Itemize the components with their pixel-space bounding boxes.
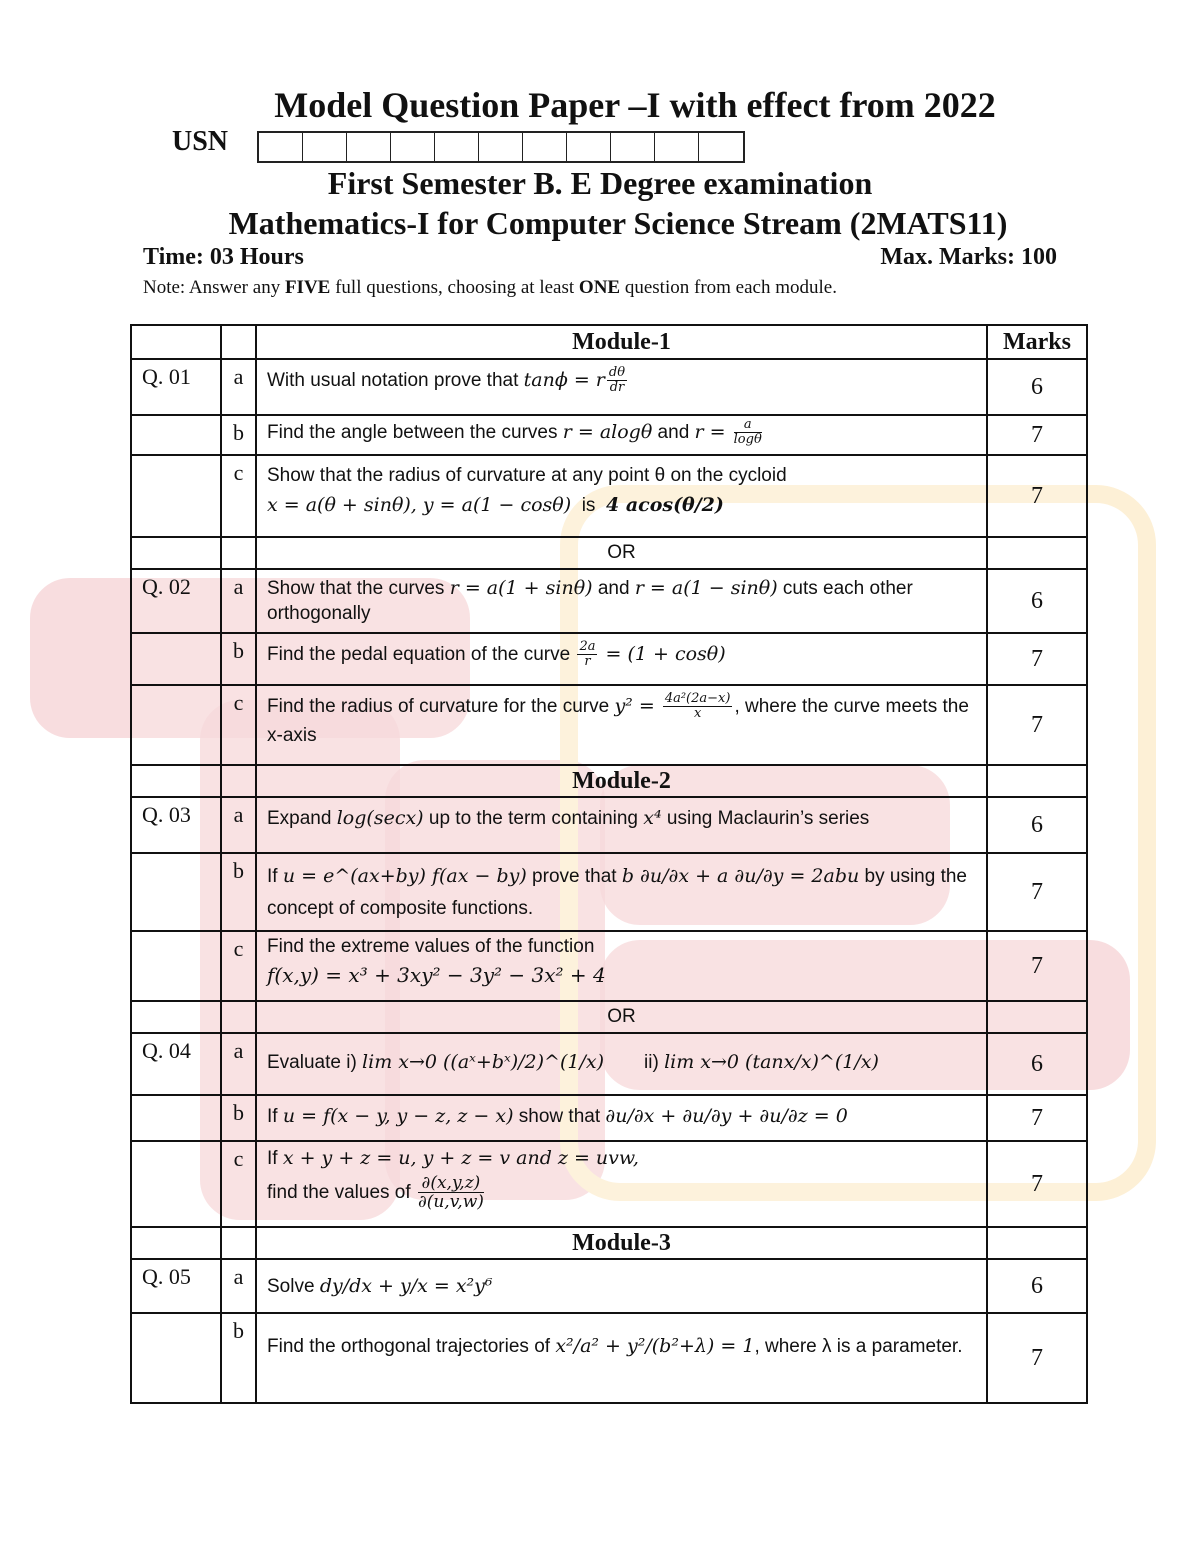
marks-header: Marks <box>987 325 1087 359</box>
part-label: b <box>221 1313 256 1403</box>
text: Show that the radius of curvature at any point θ on the cycloid <box>267 465 787 486</box>
math: u = e^(ax+by) f(ax − by) <box>282 865 527 887</box>
part-label: b <box>221 633 256 685</box>
marks: 6 <box>987 1259 1087 1313</box>
or-row <box>131 537 1087 569</box>
text: If <box>267 1106 283 1127</box>
part-label: a <box>221 359 256 415</box>
marks: 7 <box>987 415 1087 455</box>
module-header-row <box>131 1227 1087 1259</box>
question-text <box>256 931 987 1001</box>
frac-den: x <box>693 706 702 722</box>
marks: 7 <box>987 853 1087 931</box>
note-text: full questions, choosing at least <box>330 277 579 298</box>
marks: 7 <box>987 685 1087 765</box>
or-separator: OR <box>256 537 987 569</box>
usn-box <box>655 133 699 161</box>
text: and <box>592 578 635 599</box>
marks: 7 <box>987 455 1087 537</box>
text: Find the radius of curvature for the curve <box>267 696 615 717</box>
text: using Maclaurin’s series <box>661 808 870 829</box>
math: 4 acos(θ/2) <box>605 493 724 516</box>
part-label: a <box>221 569 256 633</box>
math: r = a(1 − sinθ) <box>634 577 778 599</box>
instructions-note <box>143 277 837 299</box>
marks: 7 <box>987 633 1087 685</box>
table-row <box>131 569 1087 633</box>
text: , where λ is a parameter. <box>754 1336 963 1357</box>
math: x + y + z = u, y + z = v and z = uvw, <box>282 1147 639 1169</box>
table-row <box>131 359 1087 415</box>
math: r = alogθ <box>562 421 653 443</box>
text: show that <box>513 1106 606 1127</box>
part-label: c <box>221 455 256 537</box>
frac-num: ∂(x,y,z) <box>418 1174 484 1194</box>
question-text <box>256 1095 987 1141</box>
math: r = <box>694 421 732 443</box>
fraction <box>663 692 733 722</box>
table-row <box>131 1033 1087 1095</box>
marks: 7 <box>987 1313 1087 1403</box>
text: Find the orthogonal trajectories of <box>267 1336 556 1357</box>
text: prove that <box>526 866 622 887</box>
question-text <box>256 685 987 765</box>
note-text: question from each module. <box>620 277 837 298</box>
exam-time: Time: 03 Hours <box>143 244 304 270</box>
math: ∂u/∂x + ∂u/∂y + ∂u/∂z = 0 <box>605 1105 848 1127</box>
part-label: a <box>221 1259 256 1313</box>
math: dy/dx + y/x = x²y⁶ <box>319 1275 493 1297</box>
question-number: Q. 02 <box>131 569 221 633</box>
marks: 7 <box>987 1095 1087 1141</box>
question-text <box>256 569 987 633</box>
frac-den: dr <box>609 380 625 396</box>
part-label: b <box>221 1095 256 1141</box>
usn-box <box>479 133 523 161</box>
note-text: Note: Answer any <box>143 277 285 298</box>
text: , where the curve meets the x-axis <box>267 696 969 746</box>
table-row <box>131 1141 1087 1227</box>
frac-num: 2a <box>579 639 596 655</box>
question-number: Q. 03 <box>131 797 221 853</box>
marks: 6 <box>987 569 1087 633</box>
marks: 7 <box>987 1141 1087 1227</box>
usn-box <box>567 133 611 161</box>
marks: 6 <box>987 359 1087 415</box>
question-text <box>256 455 987 537</box>
note-emphasis: FIVE <box>284 277 331 298</box>
table-row <box>131 415 1087 455</box>
table-row <box>131 797 1087 853</box>
frac-den: logθ <box>733 432 762 448</box>
part-label: c <box>221 931 256 1001</box>
part-label: a <box>221 797 256 853</box>
usn-label: USN <box>172 126 229 157</box>
math: log(secx) <box>336 807 424 829</box>
question-text <box>256 797 987 853</box>
math: u = f(x − y, y − z, z − x) <box>282 1105 514 1127</box>
math: = (1 + cosθ) <box>599 643 726 665</box>
text: find the values of <box>267 1181 416 1203</box>
text: Find the angle between the curves <box>267 422 563 443</box>
math: y² = <box>614 695 661 717</box>
part-label: b <box>221 853 256 931</box>
exam-name: First Semester B. E Degree examination <box>327 165 873 201</box>
module-header-row <box>131 325 1087 359</box>
text: ii) <box>644 1052 665 1073</box>
question-text <box>256 359 987 415</box>
max-marks: Max. Marks: 100 <box>880 244 1057 270</box>
math: x⁴ <box>643 807 662 829</box>
question-text <box>256 853 987 931</box>
math: x²/a² + y²/(b²+λ) = 1 <box>555 1335 755 1357</box>
text: up to the term containing <box>423 808 644 829</box>
text: If <box>267 1148 283 1169</box>
table-row <box>131 1095 1087 1141</box>
table-row <box>131 853 1087 931</box>
frac-num: a <box>734 418 762 433</box>
question-number: Q. 01 <box>131 359 221 415</box>
table-row <box>131 685 1087 765</box>
text: cuts each other orthogonally <box>267 578 913 624</box>
fraction <box>607 366 627 396</box>
module-title: Module-1 <box>256 325 987 359</box>
question-text <box>256 415 987 455</box>
math: lim x→0 (tanx/x)^(1/x) <box>664 1051 879 1073</box>
fraction <box>734 418 762 448</box>
math: lim x→0 ((aˣ+bˣ)/2)^(1/x) <box>362 1051 605 1073</box>
text: is <box>571 494 606 516</box>
usn-box <box>699 133 743 161</box>
marks: 6 <box>987 797 1087 853</box>
math: b ∂u/∂x + a ∂u/∂y = 2abu <box>621 865 860 887</box>
table-row <box>131 1259 1087 1313</box>
module-title: Module-2 <box>256 765 987 797</box>
usn-box <box>523 133 567 161</box>
part-label: a <box>221 1033 256 1095</box>
fraction <box>418 1174 484 1212</box>
frac-den: ∂(u,v,w) <box>417 1192 484 1213</box>
question-text <box>256 1313 987 1403</box>
table-row <box>131 455 1087 537</box>
text: If <box>267 866 283 887</box>
question-number: Q. 04 <box>131 1033 221 1095</box>
marks: 7 <box>987 931 1087 1001</box>
question-text <box>256 633 987 685</box>
fraction <box>577 640 597 670</box>
question-text <box>256 1033 987 1095</box>
or-separator: OR <box>256 1001 987 1033</box>
or-row <box>131 1001 1087 1033</box>
table-row <box>131 931 1087 1001</box>
usn-box <box>611 133 655 161</box>
subject-name: Mathematics-I for Computer Science Stream (2MATS11) <box>228 205 1008 241</box>
questions-table <box>130 324 1088 1404</box>
math: tanϕ = r <box>523 369 605 391</box>
text: and <box>652 422 695 443</box>
module-title: Module-3 <box>256 1227 987 1259</box>
text: by using the concept of composite functions. <box>267 866 967 920</box>
question-text <box>256 1259 987 1313</box>
usn-box <box>347 133 391 161</box>
text: Expand <box>267 808 337 829</box>
table-row <box>131 633 1087 685</box>
part-label: b <box>221 415 256 455</box>
table-row <box>131 1313 1087 1403</box>
text: Show that the curves <box>267 578 450 599</box>
module-header-row <box>131 765 1087 797</box>
usn-boxes <box>257 131 745 163</box>
part-label: c <box>221 1141 256 1227</box>
frac-num: dθ <box>608 365 626 381</box>
part-label: c <box>221 685 256 765</box>
note-emphasis: ONE <box>578 277 621 298</box>
question-number: Q. 05 <box>131 1259 221 1313</box>
question-text <box>256 1141 987 1227</box>
text: Find the extreme values of the function <box>267 936 595 957</box>
usn-box <box>303 133 347 161</box>
math: x = a(θ + sinθ), y = a(1 − cosθ) <box>267 493 572 516</box>
text: Evaluate i) <box>267 1052 363 1073</box>
frac-num: 4a²(2a−x) <box>664 691 731 707</box>
text: With usual notation prove that <box>267 370 524 391</box>
usn-box <box>391 133 435 161</box>
math: f(x,y) = x³ + 3xy² − 3y² − 3x² + 4 <box>267 962 606 987</box>
paper-title: Model Question Paper –I with effect from 2022 <box>274 85 996 125</box>
text: Find the pedal equation of the curve <box>267 644 576 665</box>
text: Solve <box>267 1276 320 1297</box>
math: r = a(1 + sinθ) <box>449 577 593 599</box>
usn-box <box>259 133 303 161</box>
frac-den: r <box>584 654 591 670</box>
marks: 6 <box>987 1033 1087 1095</box>
usn-box <box>435 133 479 161</box>
